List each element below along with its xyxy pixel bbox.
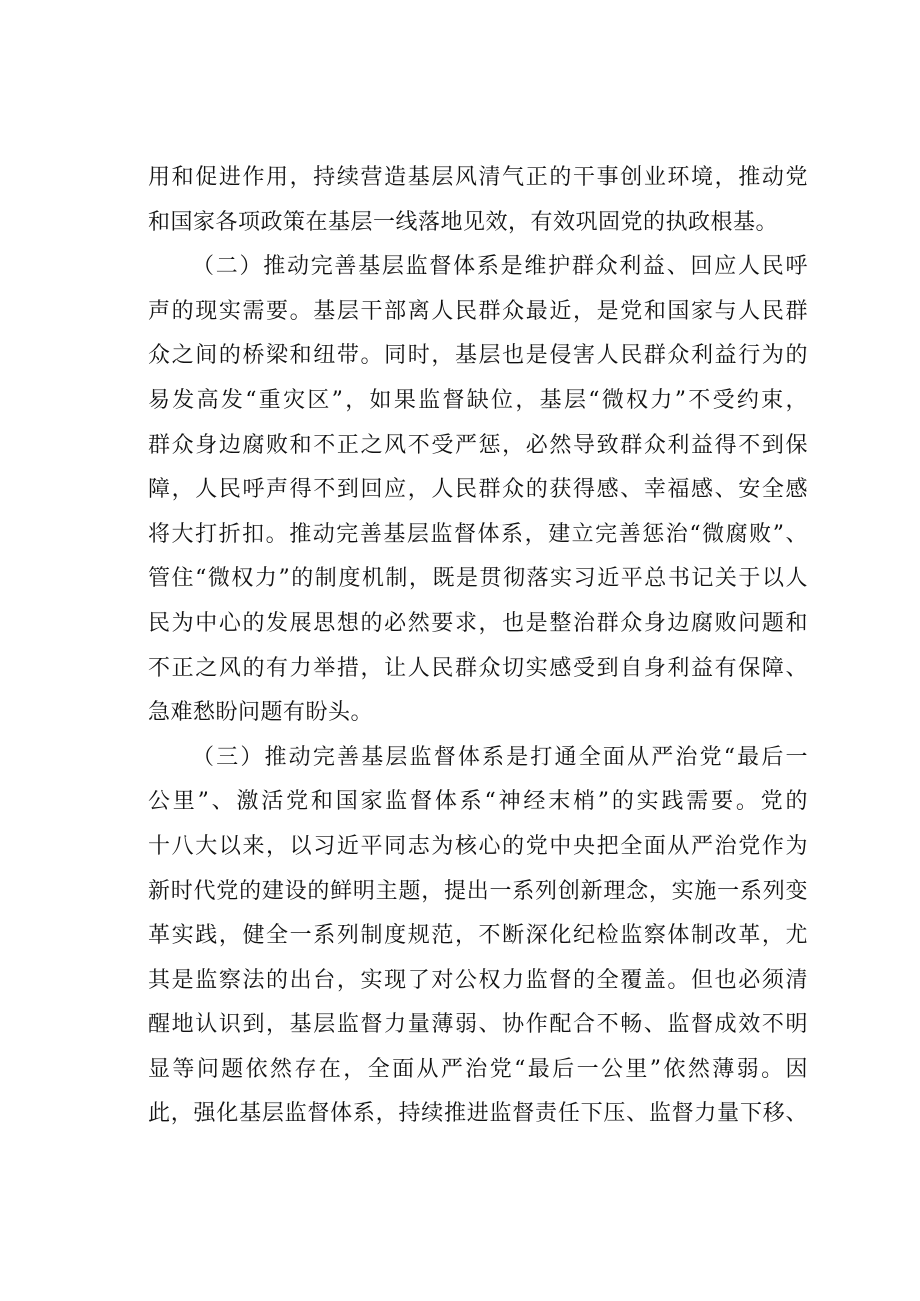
text-line: 公里”、激活党和国家监督体系“神经末梢”的实践需要。党的 [148, 789, 808, 815]
text-line: 革实践，健全一系列制度规范，不断深化纪检监察体制改革，尤 [148, 923, 808, 949]
text-line: 众之间的桥梁和纽带。同时，基层也是侵害人民群众利益行为的 [148, 343, 808, 369]
text-line: 将大打折扣。推动完善基层监督体系，建立完善惩治“微腐败”、 [148, 521, 808, 547]
text-line: （二）推动完善基层监督体系是维护群众利益、回应人民呼 [192, 254, 808, 280]
text-line: 易发高发“重灾区”，如果监督缺位，基层“微权力”不受约束， [148, 387, 808, 413]
text-line: 管住“微权力”的制度机制，既是贯彻落实习近平总书记关于以人 [148, 566, 808, 592]
text-line: 不正之风的有力举措，让人民群众切实感受到自身利益有保障、 [148, 655, 808, 681]
text-line: 用和促进作用，持续营造基层风清气正的干事创业环境，推动党 [148, 165, 808, 190]
paragraph-3 [148, 736, 808, 1137]
text-line: 其是监察法的出台，实现了对公权力监督的全覆盖。但也必须清 [148, 967, 808, 993]
text-line: 民为中心的发展思想的必然要求，也是整治群众身边腐败问题和 [148, 610, 808, 636]
text-line: （三）推动完善基层监督体系是打通全面从严治党“最后一 [192, 744, 808, 770]
text-line: 此，强化基层监督体系，持续推进监督责任下压、监督力量下移、 [148, 1101, 808, 1127]
paragraph-2 [148, 245, 808, 736]
text-line: 声的现实需要。基层干部离人民群众最近，是党和国家与人民群 [148, 298, 808, 324]
text-line: 急难愁盼问题有盼头。 [148, 700, 374, 726]
text-line: 群众身边腐败和不正之风不受严惩，必然导致群众利益得不到保 [148, 432, 808, 458]
paragraph-1 [148, 156, 808, 245]
text-line: 新时代党的建设的鲜明主题，提出一系列创新理念，实施一系列变 [148, 878, 808, 904]
text-line: 显等问题依然存在，全面从严治党“最后一公里”依然薄弱。因 [148, 1056, 808, 1082]
text-line: 和国家各项政策在基层一线落地见效，有效巩固党的执政根基。 [148, 209, 779, 235]
text-line: 十八大以来，以习近平同志为核心的党中央把全面从严治党作为 [148, 833, 808, 859]
document-body [148, 156, 808, 1137]
text-line: 醒地认识到，基层监督力量薄弱、协作配合不畅、监督成效不明 [148, 1012, 808, 1038]
text-line: 障，人民呼声得不到回应，人民群众的获得感、幸福感、安全感 [148, 477, 808, 503]
